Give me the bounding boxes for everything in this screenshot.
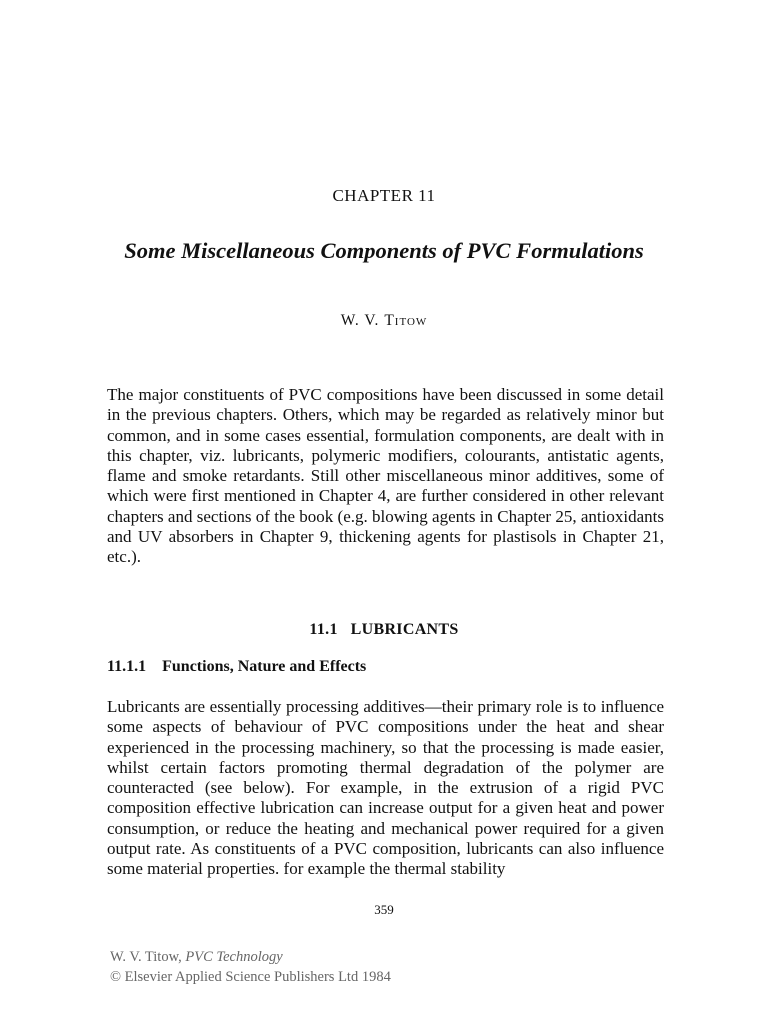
author-surname: Titow xyxy=(384,312,428,329)
subsection-title: Functions, Nature and Effects xyxy=(162,658,367,675)
chapter-title: Some Miscellaneous Components of PVC Formulations xyxy=(124,238,644,263)
page-number: 359 xyxy=(374,902,394,917)
subsection-heading xyxy=(107,658,664,676)
author-initials: W. V. xyxy=(340,312,380,329)
subsection-number: 11.1.1 xyxy=(107,658,147,675)
section-heading xyxy=(0,621,768,639)
body-paragraph: Lubricants are essentially processing additives—their primary role is to influence some aspects of behaviour of PVC compositions under the heat and shear experienced in the processing machinery, so that the processing is made easier, whilst certain factors promoting thermal degradation of the polymer are counteracted (see below). For example, in the extrusion of a rigid PVC composition effective lubrication can increase output for a given heat and power consumption, or reduce the heating and mechanical power required for a given output rate. As constituents of a PVC composition, lubricants can also influence some material properties. for example the thermal stability xyxy=(107,697,664,879)
intro-paragraph: The major constituents of PVC compositions have been discussed in some detail in the previous chapters. Others, which may be regarded as relatively minor but common, and in some cases essential, formulation components, are dealt with in this chapter, viz. lubricants, polymeric modifiers, colourants, antistatic agents, flame and smoke retardants. Still other miscellaneous minor additives, some of which were first mentioned in Chapter 4, are further considered in other relevant chapters and sections of the book (e.g. blowing agents in Chapter 25, antioxidants and UV absorbers in Chapter 9, thickening agents for plastisols in Chapter 21, etc.). xyxy=(107,385,664,567)
footer-copyright: © Elsevier Applied Science Publishers Ltd 1984 xyxy=(110,969,391,985)
copyright-footer xyxy=(110,947,610,987)
chapter-author xyxy=(0,312,768,330)
section-number: 11.1 xyxy=(309,621,338,638)
footer-author: W. V. Titow, xyxy=(110,949,182,965)
chapter-label: CHAPTER 11 xyxy=(332,186,436,205)
footer-book-title: PVC Technology xyxy=(185,949,283,965)
footer-citation xyxy=(110,947,610,967)
section-title: LUBRICANTS xyxy=(350,621,459,638)
